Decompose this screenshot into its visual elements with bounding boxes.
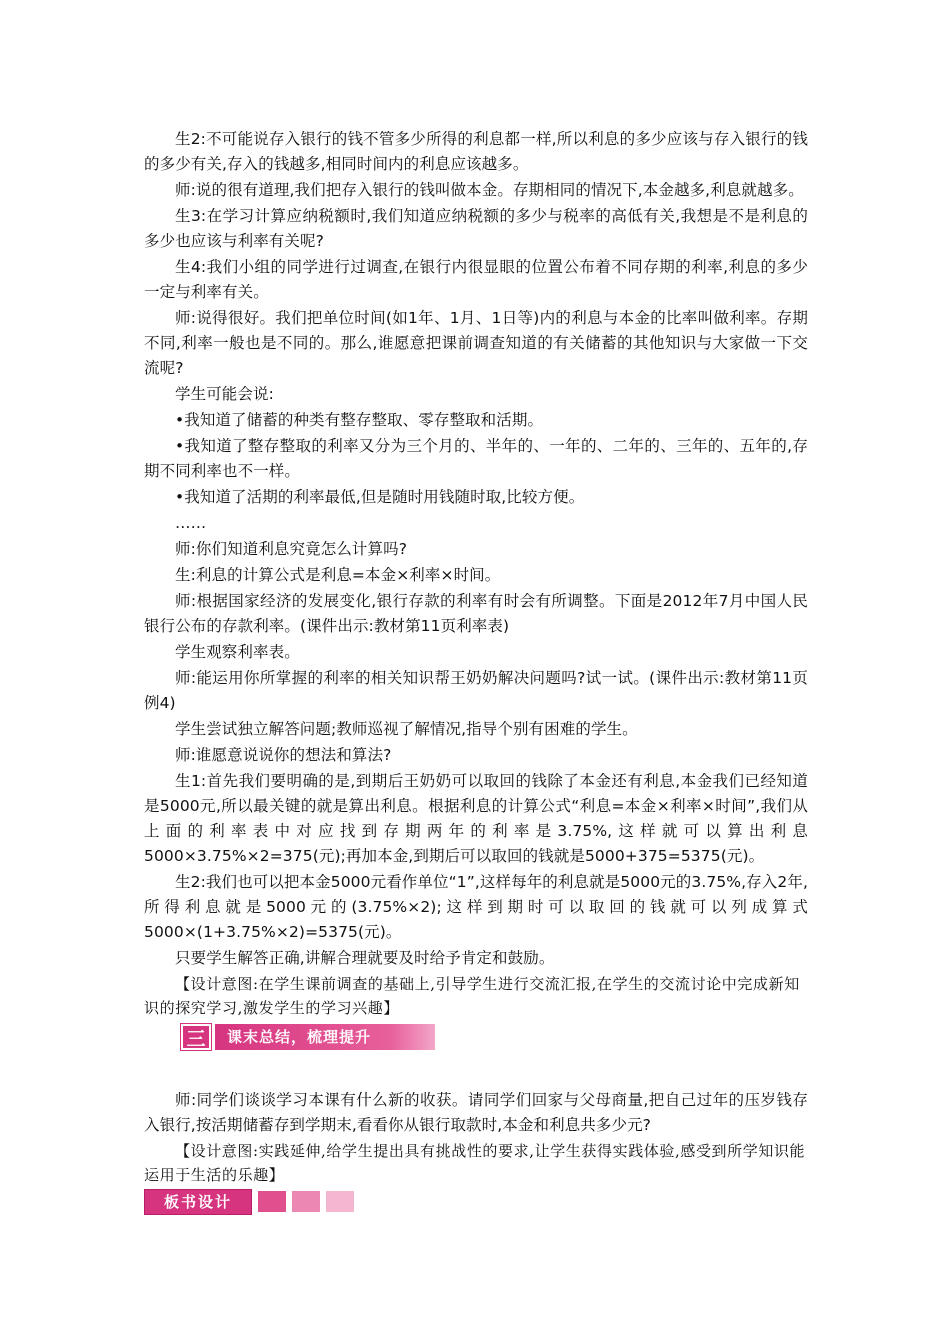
paragraph: 生:利息的计算公式是利息=本金×利率×时间。	[175, 566, 501, 584]
paragraph: 师:你们知道利息究竟怎么计算吗?	[175, 540, 408, 558]
paragraph: 学生观察利率表。	[175, 643, 300, 661]
ellipsis: ……	[175, 514, 207, 532]
paragraph: 师:同学们谈谈学习本课有什么新的收获。请同学们回家与父母商量,把自己过年的压岁钱存入银行,按活期储蓄存到学期末,看看你从银行取款时,本金和利息共多少元?	[144, 1091, 808, 1134]
bullet-item: •我知道了整存整取的利率又分为三个月的、半年的、一年的、二年的、三年的、五年的,存期不同利率也不一样。	[144, 437, 808, 480]
bullet-item: •我知道了储蓄的种类有整存整取、零存整取和活期。	[175, 411, 544, 429]
paragraph: 师:能运用你所掌握的利率的相关知识帮王奶奶解决问题吗?试一试。(课件出示:教材第11页例4)	[144, 669, 808, 712]
section-heading	[181, 1024, 435, 1050]
board-design-heading	[144, 1189, 808, 1215]
bullet-item: •我知道了活期的利率最低,但是随时用钱随时取,比较方便。	[175, 488, 585, 506]
paragraph: 师:谁愿意说说你的想法和算法?	[175, 746, 392, 764]
paragraph: 生1:首先我们要明确的是,到期后王奶奶可以取回的钱除了本金还有利息,本金我们已经知道是5000元,所以最关键的就是算出利息。根据利息的计算公式“利息=本金×利率×时间”,我们从上面的利率表中对应找到存期两年的利率是3.75%,这样就可以算出利息5000×3.75%×2=375(元);再加本金,到期后可以取回的钱就是5000+375=5375(元)。	[144, 772, 808, 865]
paragraph: 学生尝试独立解答问题;教师巡视了解情况,指导个别有困难的学生。	[175, 720, 638, 738]
section-title: 课末总结，梳理提升	[215, 1024, 435, 1050]
decorative-square	[326, 1191, 354, 1212]
paragraph: 生2:我们也可以把本金5000元看作单位“1”,这样每年的利息就是5000元的3.75%,存入2年,所得利息就是5000元的(3.75%×2);这样到期时可以取回的钱就可以列成算式5000×(1+3.75%×2)=5375(元)。	[144, 873, 808, 941]
paragraph: 师:根据国家经济的发展变化,银行存款的利率有时会有所调整。下面是2012年7月中国人民银行公布的存款利率。(课件出示:教材第11页利率表)	[144, 592, 808, 635]
design-intent: 【设计意图:在学生课前调查的基础上,引导学生进行交流汇报,在学生的交流讨论中完成新知识的探究学习,激发学生的学习兴趣】	[144, 975, 800, 1017]
paragraph: 师:说的很有道理,我们把存入银行的钱叫做本金。存期相同的情况下,本金越多,利息就越多。	[175, 181, 804, 199]
paragraph: 只要学生解答正确,讲解合理就要及时给予肯定和鼓励。	[175, 949, 555, 967]
paragraph: 师:说得很好。我们把单位时间(如1年、1月、1日等)内的利息与本金的比率叫做利率。存期不同,利率一般也是不同的。那么,谁愿意把课前调查知道的有关储蓄的其他知识与大家做一下交流呢?	[144, 309, 808, 377]
design-intent: 【设计意图:实践延伸,给学生提出具有挑战性的要求,让学生获得实践体验,感受到所学知识能运用于生活的乐趣】	[144, 1142, 806, 1184]
paragraph: 学生可能会说:	[175, 385, 274, 403]
paragraph: 生2:不可能说存入银行的钱不管多少所得的利息都一样,所以利息的多少应该与存入银行的钱的多少有关,存入的钱越多,相同时间内的利息应该越多。	[144, 130, 808, 173]
document-body	[144, 127, 808, 1215]
paragraph: 生3:在学习计算应纳税额时,我们知道应纳税额的多少与税率的高低有关,我想是不是利息的多少也应该与利率有关呢?	[144, 207, 808, 250]
paragraph: 生4:我们小组的同学进行过调查,在银行内很显眼的位置公布着不同存期的利率,利息的多少一定与利率有关。	[144, 258, 808, 301]
section-number: 三	[181, 1024, 211, 1050]
board-design-label: 板书设计	[144, 1189, 252, 1215]
decorative-square	[258, 1191, 286, 1212]
decorative-square	[292, 1191, 320, 1212]
